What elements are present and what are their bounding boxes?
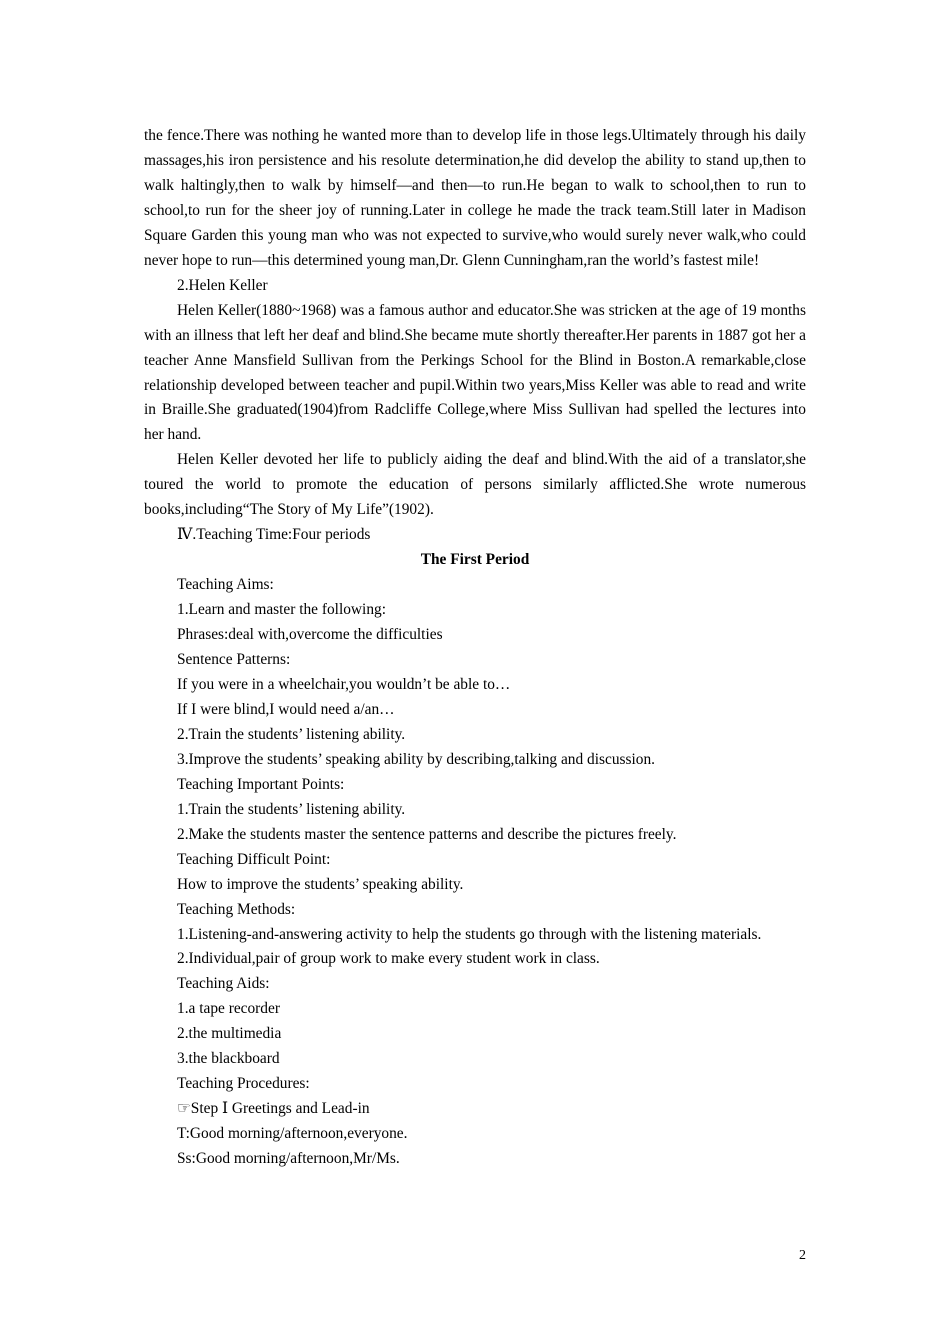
- teaching-methods-label: Teaching Methods:: [177, 900, 296, 918]
- important-point-item: 2.Make the students master the sentence patterns and describe the pictures freely.: [177, 825, 677, 843]
- helen-keller-bio-paragraph: Helen Keller(1880~1968) was a famous author and educator.She was stricken at the age of 19 months with an illness that left her deaf and blind.She became mute shortly thereafter.Her parents in 1887 got her a teacher Anne Mansfield Sullivan from the Perkings School for the Blind in Boston.A remarkable,close relationship developed between teacher and pupil.Within two years,Miss Keller was able to read and write in Braille.She graduated(1904)from Radcliffe College,where Miss Sullivan had spelled the lectures into her hand.: [144, 301, 806, 444]
- section-heading-helen-keller: 2.Helen Keller: [177, 276, 268, 294]
- difficult-point-item: How to improve the students’ speaking ability.: [177, 875, 464, 893]
- period-title: The First Period: [420, 551, 530, 569]
- aid-item: 3.the blackboard: [177, 1050, 280, 1068]
- teaching-procedures-label: Teaching Procedures:: [177, 1075, 310, 1093]
- sentence-pattern-item: If you were in a wheelchair,you wouldn’t be able to…: [177, 675, 511, 693]
- aim-item: 1.Learn and master the following:: [177, 601, 386, 619]
- dialogue-line-students: Ss:Good morning/afternoon,Mr/Ms.: [177, 1150, 400, 1168]
- teaching-aids-label: Teaching Aids:: [177, 975, 270, 993]
- aid-item: 1.a tape recorder: [177, 1000, 280, 1018]
- method-item: 2.Individual,pair of group work to make every student work in class.: [177, 950, 600, 968]
- cunningham-story-end: the fence.There was nothing he wanted more than to develop life in those legs.Ultimately through his daily massages,his iron persistence and his resolute determination,he did develop the ability to stand up,then to walk haltingly,then to walk by himself—and then—to run.He began to walk to school,then to run to school,to run for the sheer joy of running.Later in college he made the track team.Still later in Madison Square Garden this young man who was not expected to survive,who would surely never walk,who could never hope to run—this determined young man,Dr. Glenn Cunningham,ran the world’s fastest mile!: [144, 127, 806, 269]
- dialogue-line-teacher: T:Good morning/afternoon,everyone.: [177, 1125, 408, 1143]
- helen-keller-legacy-paragraph: Helen Keller devoted her life to publicly aiding the deaf and blind.With the aid of a translator,she toured the world to promote the education of persons similarly afflicted.She wrote numerous books,including“The Story of My Life”(1902).: [144, 451, 806, 519]
- phrases-line: Phrases:deal with,overcome the difficulties: [177, 626, 443, 644]
- important-point-item: 1.Train the students’ listening ability.: [177, 800, 406, 818]
- aim-item: 3.Improve the students’ speaking ability by describing,talking and discussion.: [177, 750, 656, 768]
- teaching-aims-label: Teaching Aims:: [177, 576, 274, 594]
- teaching-time-line: Ⅳ.Teaching Time:Four periods: [177, 526, 371, 544]
- important-points-label: Teaching Important Points:: [177, 775, 345, 793]
- page-number: 2: [799, 1248, 806, 1263]
- step-heading: ☞Step Ⅰ Greetings and Lead-in: [177, 1100, 370, 1118]
- sentence-patterns-label: Sentence Patterns:: [177, 651, 291, 669]
- aim-item: 2.Train the students’ listening ability.: [177, 725, 406, 743]
- method-item: 1.Listening-and-answering activity to help the students go through with the listening materials.: [177, 925, 762, 943]
- sentence-pattern-item: If I were blind,I would need a/an…: [177, 700, 395, 718]
- page-body: [144, 124, 806, 1172]
- difficult-point-label: Teaching Difficult Point:: [177, 850, 331, 868]
- aid-item: 2.the multimedia: [177, 1025, 282, 1043]
